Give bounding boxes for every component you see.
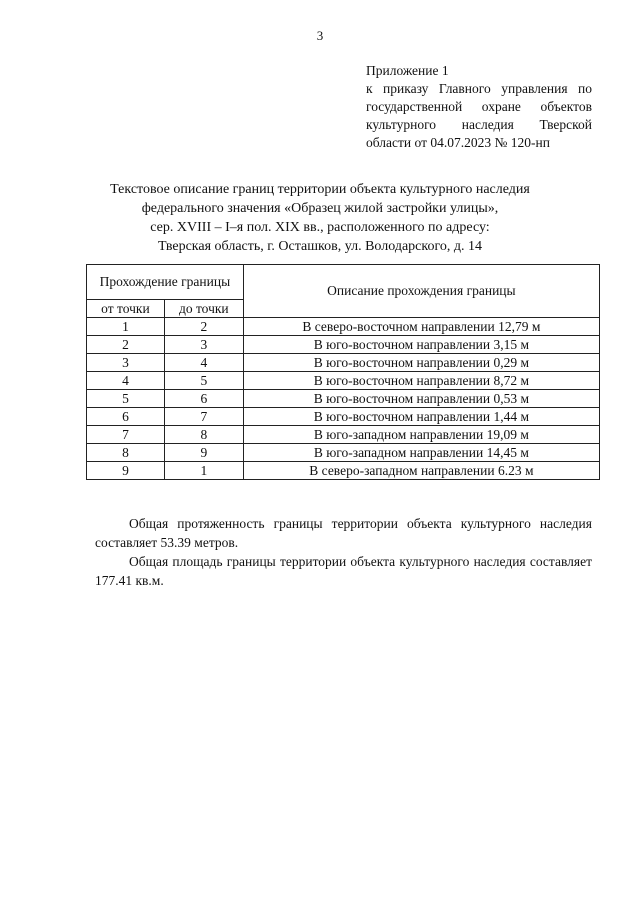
table-row: [87, 318, 600, 336]
appendix-line: области от 04.07.2023 № 120-нп: [366, 135, 550, 150]
cell-to: 7: [164, 408, 243, 426]
cell-description: В юго-восточном направлении 1,44 м: [243, 408, 599, 426]
cell-description: В юго-восточном направлении 0,29 м: [243, 354, 599, 372]
cell-from: 2: [87, 336, 165, 354]
cell-to: 6: [164, 390, 243, 408]
title-line: федерального значения «Образец жилой застройки улицы»,: [141, 201, 499, 216]
document-title: [60, 180, 580, 256]
cell-to: 8: [164, 426, 243, 444]
cell-from: 6: [87, 408, 165, 426]
cell-description: В юго-восточном направлении 3,15 м: [243, 336, 599, 354]
appendix-line: Приложение 1: [366, 63, 449, 78]
header-to-point: до точки: [164, 300, 243, 318]
cell-to: 4: [164, 354, 243, 372]
appendix-line: к приказу Главного управления по: [366, 81, 592, 96]
title-line: сер. XVIII – I–я пол. XIX вв., расположенного по адресу:: [150, 220, 490, 235]
table-row: [87, 372, 600, 390]
cell-to: 2: [164, 318, 243, 336]
table-row: [87, 444, 600, 462]
cell-to: 9: [164, 444, 243, 462]
cell-to: 1: [164, 462, 243, 480]
cell-from: 1: [87, 318, 165, 336]
cell-from: 4: [87, 372, 165, 390]
cell-description: В северо-западном направлении 6.23 м: [243, 462, 599, 480]
page-number: 3: [316, 28, 324, 43]
cell-to: 5: [164, 372, 243, 390]
cell-from: 5: [87, 390, 165, 408]
cell-from: 3: [87, 354, 165, 372]
title-line: Текстовое описание границ территории объекта культурного наследия: [110, 182, 530, 197]
header-description: Описание прохождения границы: [243, 265, 599, 318]
cell-from: 8: [87, 444, 165, 462]
table-row: [87, 462, 600, 480]
cell-to: 3: [164, 336, 243, 354]
table-row: [87, 426, 600, 444]
appendix-line: культурного наследия Тверской: [366, 117, 592, 132]
header-boundary-passage: Прохождение границы: [87, 265, 244, 300]
cell-description: В северо-восточном направлении 12,79 м: [243, 318, 599, 336]
appendix-line: государственной охране объектов: [366, 99, 592, 114]
cell-description: В юго-восточном направлении 0,53 м: [243, 390, 599, 408]
table-row: [87, 354, 600, 372]
total-area-paragraph: Общая площадь границы территории объекта культурного наследия составляет 177.41 кв.м.: [95, 553, 592, 588]
total-length-paragraph: Общая протяженность границы территории объекта культурного наследия составляет 53.39 метров.: [95, 515, 592, 550]
header-from-point: от точки: [87, 300, 165, 318]
cell-description: В юго-западном направлении 19,09 м: [243, 426, 599, 444]
cell-description: В юго-западном направлении 14,45 м: [243, 444, 599, 462]
cell-description: В юго-восточном направлении 8,72 м: [243, 372, 599, 390]
cell-from: 9: [87, 462, 165, 480]
table-row: [87, 336, 600, 354]
appendix-block: [366, 62, 592, 152]
boundary-table: [86, 264, 600, 480]
title-line: Тверская область, г. Осташков, ул. Володарского, д. 14: [158, 239, 482, 254]
table-row: [87, 408, 600, 426]
cell-from: 7: [87, 426, 165, 444]
table-row: [87, 390, 600, 408]
